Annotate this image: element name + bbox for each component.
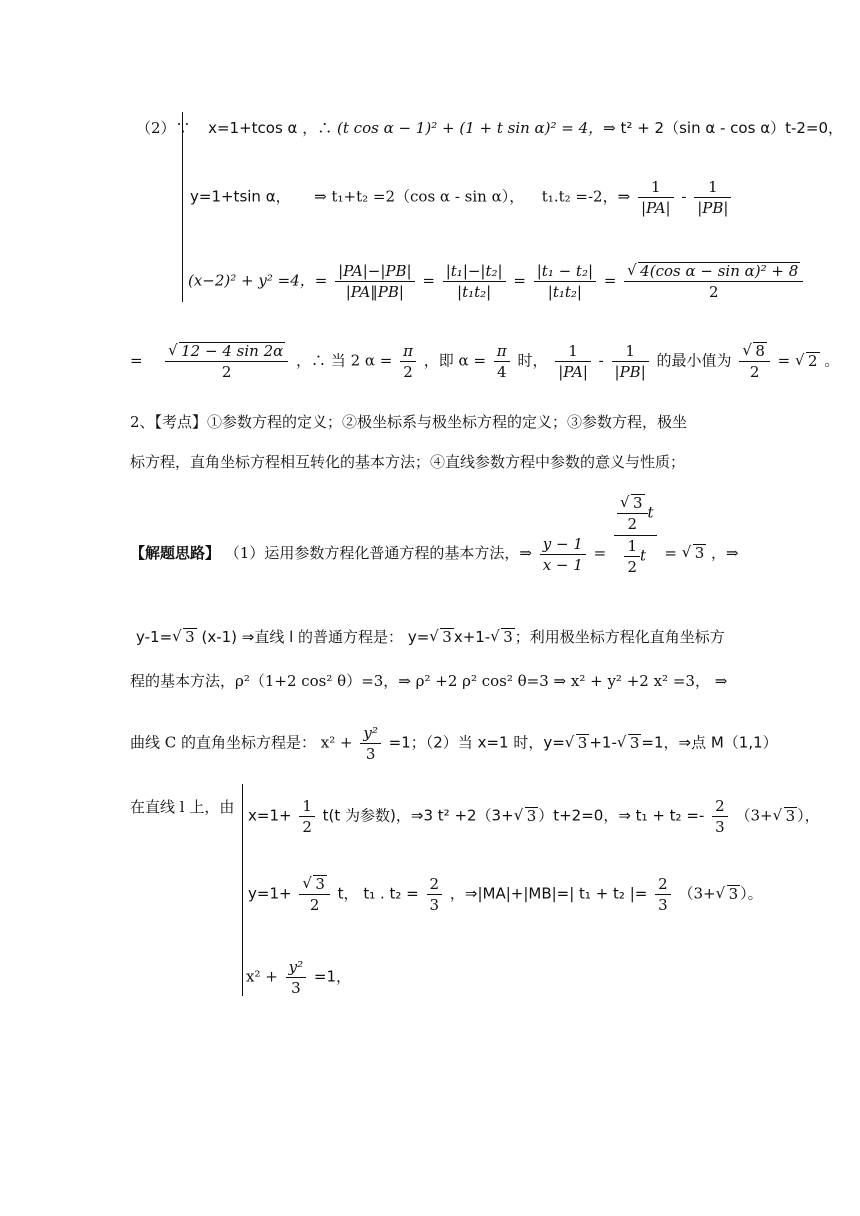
equals-sign: =	[130, 351, 143, 370]
polar-conversion-line: 程的基本方法，ρ²（1+2 cos² θ）=3，⇒ ρ² +2 ρ² cos² θ=3 ⇒ x² + y² +2 x² =3， ⇒	[130, 672, 728, 690]
fraction-t-diff: $\frac{\text{|t₁ − t₂|}}{\text{|t₁t₂|}}$	[534, 262, 596, 301]
equals-sign: =	[593, 544, 607, 562]
sqrt-2: √ 2	[795, 351, 820, 371]
product-of-roots: t₁.t₂ =-2，⇒	[541, 187, 631, 206]
fraction-y2-over-3: $\frac{\text{y²}}{3}$	[286, 958, 307, 997]
fraction-1-over-2: $\frac{1}{2}$	[299, 797, 315, 836]
system-brace-2	[242, 784, 243, 996]
period: 。	[824, 351, 840, 370]
y-parametric: y=1+tsin α，	[190, 187, 291, 206]
fraction-pi-over-2: $\frac{\pi}{2}$	[400, 342, 416, 381]
q2-header-line-1: 2、【考点】①参数方程的定义；②极坐标系与极坐标方程的定义；③参数方程，极坐	[130, 413, 688, 431]
minus-sign: -	[681, 187, 687, 206]
min-value-text: 的最小值为	[656, 351, 732, 370]
fraction-pa-minus-pb: $\frac{|PA|-|PB|}{|PA‖PB|}$	[335, 262, 414, 301]
equals-sign: =	[603, 271, 617, 290]
curve-equation-line: 曲线 C 的直角坐标方程是： x² + $\frac{\text{y²}}{3}$ =1；（2）当 x=1 时，y=√ 3 +1-√ 3 =1，⇒点 M（1,1）	[130, 724, 778, 763]
fraction-2-over-3: $\frac{2}{3}$	[655, 875, 671, 914]
system-brace	[182, 112, 183, 302]
fraction-pi-over-4: $\frac{\pi}{4}$	[494, 342, 510, 381]
fraction-y2-over-3: $\frac{\text{y²}}{3}$	[360, 724, 381, 763]
fraction-1-over-pa: $\frac{1}{|PA|}$	[555, 342, 591, 381]
compound-fraction: √ $\frac{3}{2}$ t $\frac{1}{2}$ t	[614, 494, 657, 576]
solution-line-3	[188, 262, 806, 301]
fraction-abs-t: $\frac{\text{|t₁|−|t₂|}}{\text{|t₁t₂|}}$	[443, 262, 506, 301]
line-d-intro: 在直线 l 上，由	[130, 798, 235, 816]
equals-sign: =	[422, 271, 435, 290]
quadratic-in-t: t² + 2（sin α - cos α）t-2=0，	[620, 119, 844, 137]
when-text: ，∴ 当 2 α =	[296, 351, 393, 370]
x-parametric: x=1+tcos α	[208, 119, 298, 137]
equals-sign: =	[513, 271, 526, 290]
circle-equation: (x−2)² + y² =4，=	[188, 271, 328, 290]
fraction-2-over-3: $\frac{2}{3}$	[712, 797, 728, 836]
fraction-1-over-pb: $\frac{1}{|PB|}$	[694, 178, 731, 217]
q2-header-line-2: 标方程，直角坐标方程相互转化的基本方法；④直线参数方程中参数的意义与性质；	[130, 453, 686, 471]
solving-idea-line	[130, 494, 739, 576]
ie-text: ，即 α =	[423, 351, 487, 370]
fraction-sqrt8-over-2: √ $\frac{8}{2}$	[739, 342, 770, 381]
fraction-y-over-x: $\frac{y - 1}{x - 1}$	[540, 535, 586, 574]
fraction-2-over-3: $\frac{2}{3}$	[427, 875, 443, 914]
fraction-1-over-pa: $\frac{1}{|PA|}$	[638, 178, 674, 217]
sum-of-roots: ⇒ t₁+t₂ =2（cos α - sin α），	[314, 187, 525, 206]
system-row-1: x=1+ $\frac{1}{2}$ t(t 为参数)，⇒3 t² +2（3+√ 3 ）t+2=0，⇒ t₁ + t₂ =- $\frac{2}{3}$ （3+√ 3 ），	[248, 797, 820, 836]
solving-idea-text: （1）运用参数方程化普通方程的基本方法，⇒	[224, 544, 532, 562]
solution-line-4	[130, 342, 839, 381]
minus-sign: -	[598, 351, 604, 370]
equals-sign: =	[777, 351, 791, 370]
fraction-1-over-pb: $\frac{1}{|PB|}$	[612, 342, 649, 381]
implies-text: ，⇒	[711, 544, 739, 562]
solution-line-2	[190, 178, 734, 217]
therefore-text: ，∴	[302, 119, 333, 137]
fraction-sqrt-expression: √ $\frac{\text{4(cos α − sin α)² + 8}}{2}$	[624, 262, 803, 301]
time-text: 时，	[517, 351, 548, 370]
sqrt-3: √ 3	[682, 543, 707, 563]
intro-text: （2）∵	[136, 119, 191, 137]
line-equation-line: y-1=√ 3 (x-1) ⇒直线 l 的普通方程是： y=√ 3 x+1-√ 3 ；利用极坐标方程化直角坐标方	[136, 627, 725, 647]
equals-sign: =	[664, 544, 677, 562]
fraction-sqrt3-over-2: √ $\frac{3}{2}$	[299, 875, 330, 914]
expanded-equation: (t cos α − 1)² + (1 + t sin α)² = 4，⇒	[337, 119, 616, 137]
fraction-sqrt-sin2a: √ $\frac{12 - 4 \sin 2\alpha}{2}$	[165, 342, 288, 381]
solution-line-1	[136, 118, 843, 138]
system-row-3: x² + $\frac{\text{y²}}{3}$ =1，	[246, 958, 351, 997]
system-row-2: y=1+ √ $\frac{3}{2}$ t， t₁ . t₂ = $\frac{2}{3}$ ，⇒|MA|+|MB|=| t₁ + t₂ |= $\frac{2}{3}$ （3+√ 3 ）。	[248, 875, 763, 914]
solving-idea-label: 【解题思路】	[130, 544, 221, 562]
